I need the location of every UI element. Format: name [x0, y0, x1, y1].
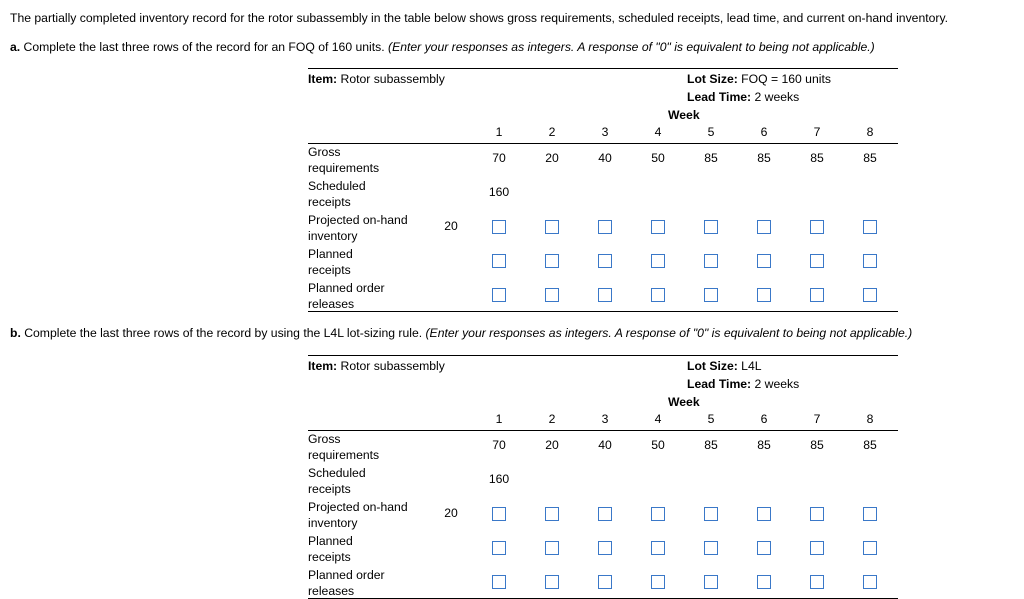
answer-input-pr-week-5[interactable]	[704, 254, 718, 268]
row-label-sched	[308, 178, 366, 210]
item-value: Rotor subassembly	[340, 72, 445, 86]
cell-value: 40	[598, 151, 612, 165]
cell-value: 85	[704, 151, 718, 165]
row-label-line2: inventory	[308, 229, 358, 243]
part-b-question	[10, 326, 912, 340]
week-number: 8	[866, 412, 874, 426]
cell-value: 85	[810, 151, 824, 165]
answer-input-poh-week-5[interactable]	[704, 507, 718, 521]
lot-size-label: Lot Size:	[687, 72, 738, 86]
answer-input-pr-week-4[interactable]	[651, 254, 665, 268]
week-number: 4	[654, 125, 662, 139]
lot-size-value: FOQ = 160 units	[741, 72, 831, 86]
cell-value: 85	[810, 438, 824, 452]
lead-time-line	[687, 377, 799, 391]
answer-input-pr-week-3[interactable]	[598, 254, 612, 268]
week-number: 2	[548, 125, 556, 139]
cell-value: 85	[704, 438, 718, 452]
answer-input-poh-week-2[interactable]	[545, 507, 559, 521]
record-top-rule	[308, 355, 898, 356]
answer-input-por-week-6[interactable]	[757, 575, 771, 589]
row-label-line2: receipts	[308, 550, 351, 564]
cell-value: 20	[545, 151, 559, 165]
week-number: 5	[707, 412, 715, 426]
answer-input-poh-week-8[interactable]	[863, 220, 877, 234]
answer-input-por-week-7[interactable]	[810, 575, 824, 589]
part-a-letter: a.	[10, 40, 21, 54]
answer-input-pr-week-8[interactable]	[863, 254, 877, 268]
item-value: Rotor subassembly	[340, 359, 445, 373]
answer-input-pr-week-6[interactable]	[757, 541, 771, 555]
week-number: 3	[601, 125, 609, 139]
answer-input-por-week-6[interactable]	[757, 288, 771, 302]
answer-input-por-week-7[interactable]	[810, 288, 824, 302]
answer-input-poh-week-8[interactable]	[863, 507, 877, 521]
row-label-pr	[308, 246, 353, 278]
part-a-question	[10, 40, 875, 54]
row-label-line1: Gross	[308, 432, 341, 446]
lot-size-line	[687, 359, 762, 373]
row-label-line2: receipts	[308, 482, 351, 496]
answer-input-por-week-8[interactable]	[863, 575, 877, 589]
answer-input-pr-week-1[interactable]	[492, 541, 506, 555]
week-number: 7	[813, 412, 821, 426]
answer-input-poh-week-1[interactable]	[492, 220, 506, 234]
week-number: 2	[548, 412, 556, 426]
answer-input-poh-week-4[interactable]	[651, 220, 665, 234]
row-label-line1: Scheduled	[308, 179, 366, 193]
week-number: 7	[813, 125, 821, 139]
header-rule	[308, 430, 898, 431]
row-label-line1: Gross	[308, 145, 341, 159]
item-label: Item:	[308, 359, 338, 373]
row-label-line1: Planned	[308, 247, 353, 261]
lead-time-value: 2 weeks	[754, 90, 800, 104]
lead-time-line	[687, 90, 799, 104]
answer-input-pr-week-1[interactable]	[492, 254, 506, 268]
row-label-poh	[308, 499, 408, 531]
lot-size-value: L4L	[741, 359, 762, 373]
cell-value: 40	[598, 438, 612, 452]
cell-value: 70	[492, 151, 506, 165]
answer-input-poh-week-7[interactable]	[810, 220, 824, 234]
lead-time-label: Lead Time:	[687, 377, 752, 391]
answer-input-pr-week-5[interactable]	[704, 541, 718, 555]
lead-time-value: 2 weeks	[754, 377, 800, 391]
row-label-line1: Planned order	[308, 568, 385, 582]
row-label-line2: receipts	[308, 263, 351, 277]
item-line	[308, 359, 445, 373]
answer-input-pr-week-8[interactable]	[863, 541, 877, 555]
row-label-line2: releases	[308, 584, 355, 598]
row-label-sched	[308, 465, 366, 497]
answer-input-poh-week-1[interactable]	[492, 507, 506, 521]
answer-input-poh-week-5[interactable]	[704, 220, 718, 234]
row-label-gross	[308, 431, 379, 463]
answer-input-por-week-4[interactable]	[651, 575, 665, 589]
row-label-line1: Planned order	[308, 281, 385, 295]
week-number: 6	[760, 125, 768, 139]
answer-input-poh-week-7[interactable]	[810, 507, 824, 521]
part-b-text: Complete the last three rows of the record by using the L4L lot-sizing rule.	[20, 326, 423, 340]
answer-input-por-week-5[interactable]	[704, 575, 718, 589]
inventory-record-b	[308, 355, 898, 598]
lead-time-label: Lead Time:	[687, 90, 752, 104]
part-b-hint: (Enter your responses as integers. A response of "0" is equivalent to being not applicable.)	[425, 326, 913, 340]
cell-value: 85	[757, 438, 771, 452]
answer-input-poh-week-4[interactable]	[651, 507, 665, 521]
week-label: Week	[668, 395, 700, 409]
week-number: 8	[866, 125, 874, 139]
answer-input-poh-week-6[interactable]	[757, 220, 771, 234]
answer-input-pr-week-7[interactable]	[810, 254, 824, 268]
row-label-por	[308, 280, 385, 312]
cell-value: 50	[651, 438, 665, 452]
row-label-line1: Projected on-hand	[308, 213, 408, 227]
item-line	[308, 72, 445, 86]
week-number: 1	[495, 125, 503, 139]
cell-value: 85	[863, 151, 877, 165]
answer-input-por-week-1[interactable]	[492, 288, 506, 302]
row-label-poh	[308, 212, 408, 244]
problem-intro: The partially completed inventory record for the rotor subassembly in the table below shows gross requirements, scheduled receipts, lead time, and current on-hand inventory.	[10, 11, 949, 25]
answer-input-por-week-5[interactable]	[704, 288, 718, 302]
answer-input-por-week-8[interactable]	[863, 288, 877, 302]
answer-input-por-week-3[interactable]	[598, 575, 612, 589]
initial-on-hand: 20	[444, 219, 458, 233]
initial-on-hand: 20	[444, 506, 458, 520]
answer-input-por-week-2[interactable]	[545, 575, 559, 589]
week-label: Week	[668, 108, 700, 122]
row-label-line1: Projected on-hand	[308, 500, 408, 514]
part-a-hint: (Enter your responses as integers. A response of "0" is equivalent to being not applicable.)	[388, 40, 875, 54]
week-number: 4	[654, 412, 662, 426]
answer-input-por-week-2[interactable]	[545, 288, 559, 302]
part-b-letter: b.	[10, 326, 21, 340]
part-a-text: Complete the last three rows of the record for an FOQ of 160 units.	[20, 40, 385, 54]
row-label-line2: requirements	[308, 448, 380, 462]
answer-input-poh-week-3[interactable]	[598, 220, 612, 234]
row-label-line1: Scheduled	[308, 466, 366, 480]
header-rule	[308, 143, 898, 144]
row-label-line2: receipts	[308, 195, 351, 209]
answer-input-poh-week-3[interactable]	[598, 507, 612, 521]
answer-input-por-week-1[interactable]	[492, 575, 506, 589]
cell-value: 160	[488, 185, 510, 199]
row-label-pr	[308, 533, 353, 565]
row-label-line2: requirements	[308, 161, 380, 175]
row-label-gross	[308, 144, 379, 176]
cell-value: 70	[492, 438, 506, 452]
week-number: 3	[601, 412, 609, 426]
cell-value: 50	[651, 151, 665, 165]
row-label-line2: inventory	[308, 516, 358, 530]
answer-input-pr-week-6[interactable]	[757, 254, 771, 268]
answer-input-pr-week-3[interactable]	[598, 541, 612, 555]
record-top-rule	[308, 68, 898, 69]
answer-input-poh-week-6[interactable]	[757, 507, 771, 521]
lot-size-label: Lot Size:	[687, 359, 738, 373]
cell-value: 160	[488, 472, 510, 486]
answer-input-por-week-3[interactable]	[598, 288, 612, 302]
inventory-record-a	[308, 68, 898, 311]
week-number: 1	[495, 412, 503, 426]
answer-input-pr-week-4[interactable]	[651, 541, 665, 555]
cell-value: 85	[863, 438, 877, 452]
row-label-por	[308, 567, 385, 599]
record-bottom-rule	[308, 311, 898, 312]
week-number: 5	[707, 125, 715, 139]
answer-input-pr-week-7[interactable]	[810, 541, 824, 555]
cell-value: 85	[757, 151, 771, 165]
row-label-line2: releases	[308, 297, 355, 311]
lot-size-line	[687, 72, 831, 86]
week-number: 6	[760, 412, 768, 426]
row-label-line1: Planned	[308, 534, 353, 548]
answer-input-pr-week-2[interactable]	[545, 541, 559, 555]
answer-input-pr-week-2[interactable]	[545, 254, 559, 268]
answer-input-por-week-4[interactable]	[651, 288, 665, 302]
cell-value: 20	[545, 438, 559, 452]
item-label: Item:	[308, 72, 338, 86]
answer-input-poh-week-2[interactable]	[545, 220, 559, 234]
